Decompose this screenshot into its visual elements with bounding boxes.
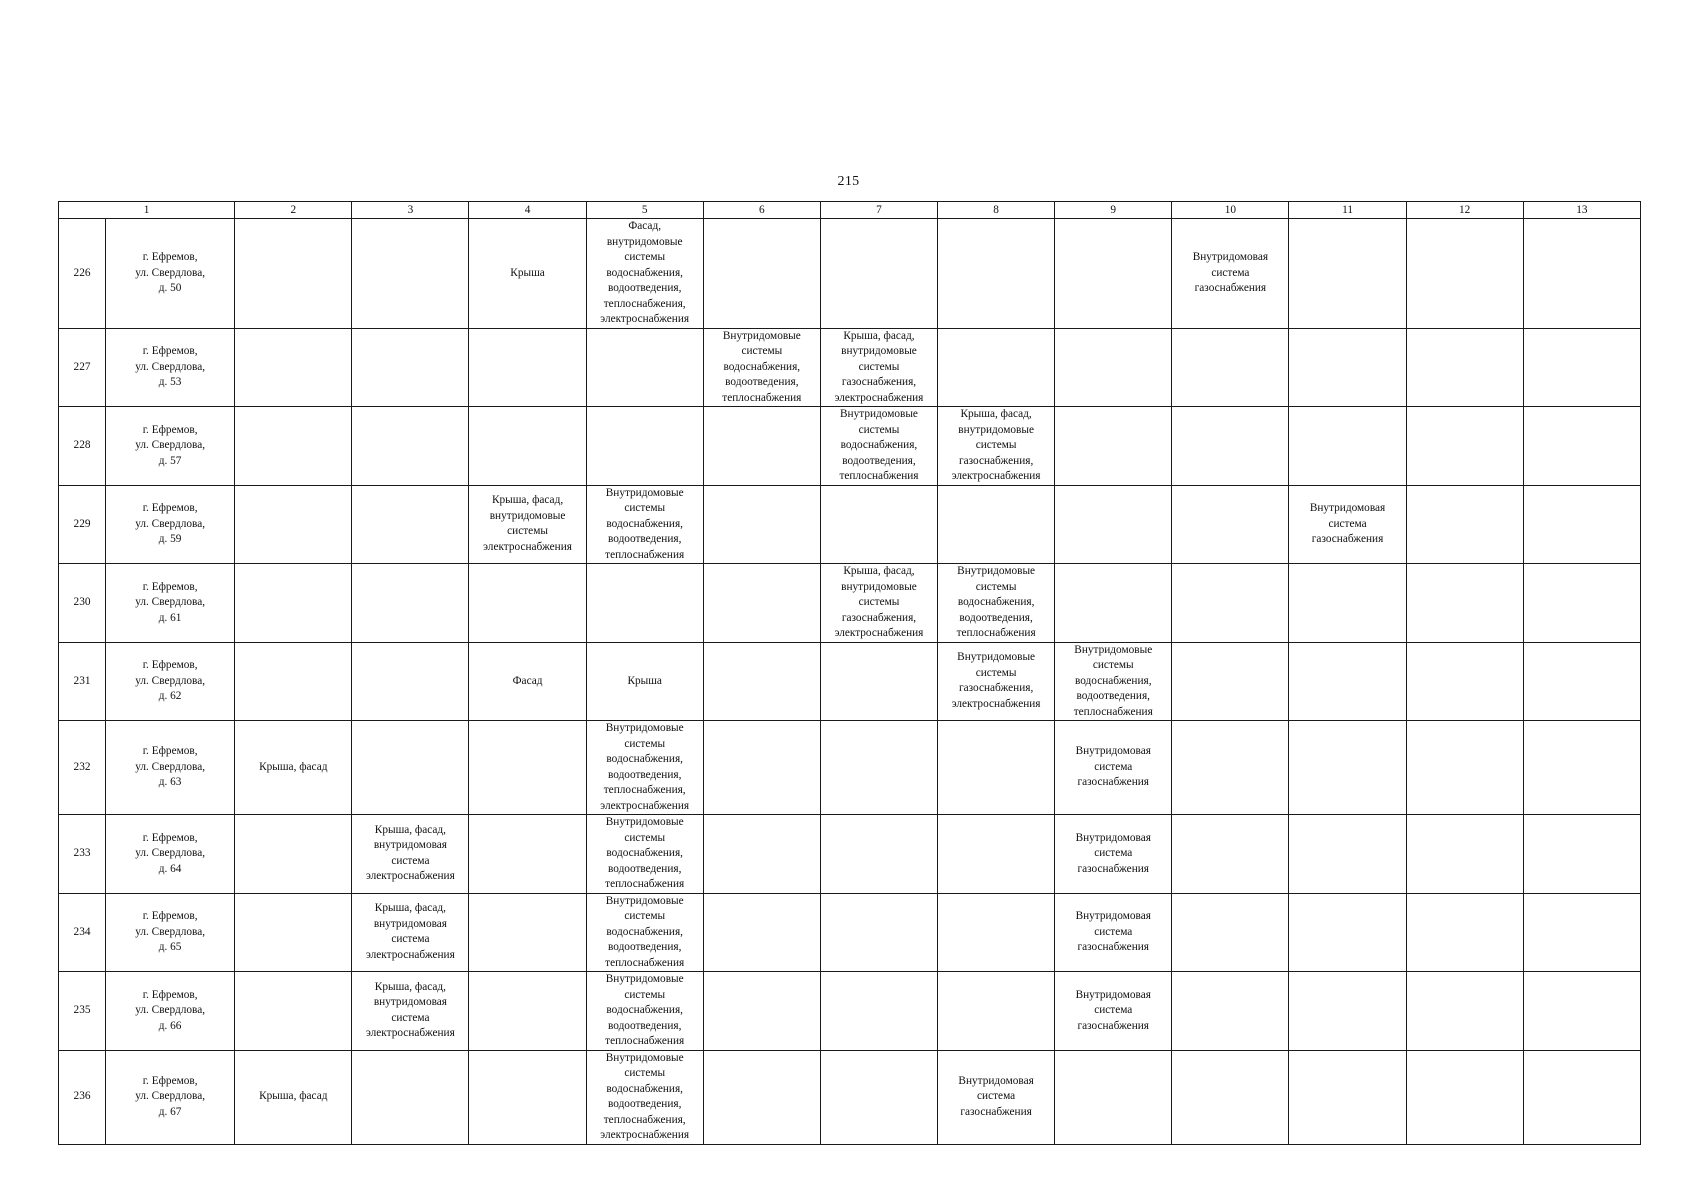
work-cell-col-4 [469, 407, 586, 486]
address-cell [106, 642, 235, 721]
repair-schedule-table [58, 201, 1641, 1145]
column-header: 5 [586, 202, 703, 219]
work-cell-col-10 [1172, 485, 1289, 564]
work-cell-col-6 [703, 972, 820, 1051]
page-number: 215 [837, 174, 860, 189]
work-cell-col-12 [1406, 219, 1523, 329]
table-row [59, 721, 1641, 815]
work-cell-col-10 [1172, 815, 1289, 894]
work-cell-col-3 [352, 721, 469, 815]
work-text: Фасад [512, 674, 543, 687]
work-cell-col-5 [586, 893, 703, 972]
work-cell-col-2 [235, 1050, 352, 1144]
work-text: Крыша, фасад, внутридомовые системы газоснабжения, электроснабжения [951, 408, 1041, 482]
work-cell-col-7 [820, 564, 937, 643]
work-cell-col-3 [352, 564, 469, 643]
address-cell [106, 328, 235, 407]
work-cell-col-10 [1172, 642, 1289, 721]
work-cell-col-7 [820, 328, 937, 407]
work-cell-col-8 [938, 564, 1055, 643]
work-cell-col-9 [1055, 485, 1172, 564]
work-text: Крыша, фасад [259, 760, 328, 773]
work-cell-col-3 [352, 485, 469, 564]
address-text: г. Ефремов, ул. Свердлова, д. 57 [135, 423, 206, 467]
work-text: Крыша [627, 674, 662, 687]
work-cell-col-6 [703, 407, 820, 486]
work-cell-col-8 [938, 721, 1055, 815]
work-text: Внутридомовая система газоснабжения [1075, 831, 1151, 875]
work-text: Крыша, фасад, внутридомовые системы газоснабжения, электроснабжения [834, 565, 924, 639]
work-text: Внутридомовая система газоснабжения [1075, 910, 1151, 953]
work-cell-col-3 [352, 972, 469, 1051]
work-cell-col-9 [1055, 564, 1172, 643]
work-cell-col-8 [938, 972, 1055, 1051]
work-cell-col-13 [1523, 972, 1640, 1051]
work-cell-col-12 [1406, 972, 1523, 1051]
column-header: 8 [938, 202, 1055, 219]
work-cell-col-7 [820, 972, 937, 1051]
work-cell-col-11 [1289, 485, 1406, 564]
work-cell-col-5 [586, 972, 703, 1051]
work-text: Внутридомовые системы водоснабжения, водоотведения, теплоснабжения, электроснабжения [600, 722, 690, 812]
work-cell-col-11 [1289, 721, 1406, 815]
row-number-cell: 230 [59, 564, 106, 643]
row-number-cell: 231 [59, 642, 106, 721]
work-cell-col-6 [703, 485, 820, 564]
column-header: 1 [59, 202, 235, 219]
column-number-row [59, 202, 1641, 219]
work-text: Внутридомовые системы водоснабжения, водоотведения, теплоснабжения [605, 894, 685, 969]
work-text: Крыша [510, 266, 545, 279]
table-row [59, 219, 1641, 329]
work-text: Внутридомовые системы водоснабжения, водоотведения, теплоснабжения [605, 816, 685, 890]
work-cell-col-12 [1406, 721, 1523, 815]
work-cell-col-6 [703, 328, 820, 407]
row-number-cell: 232 [59, 721, 106, 815]
work-cell-col-12 [1406, 642, 1523, 721]
work-text: Внутридомовые системы газоснабжения, электроснабжения [951, 651, 1041, 710]
work-cell-col-6 [703, 1050, 820, 1144]
row-number-cell: 234 [59, 893, 106, 972]
work-cell-col-3 [352, 219, 469, 329]
work-cell-col-2 [235, 642, 352, 721]
work-cell-col-5 [586, 407, 703, 486]
work-cell-col-7 [820, 1050, 937, 1144]
work-cell-col-13 [1523, 893, 1640, 972]
work-cell-col-11 [1289, 893, 1406, 972]
work-cell-col-5 [586, 564, 703, 643]
work-cell-col-4 [469, 815, 586, 894]
row-number-cell: 227 [59, 328, 106, 407]
column-header: 2 [235, 202, 352, 219]
column-header: 9 [1055, 202, 1172, 219]
work-cell-col-11 [1289, 219, 1406, 329]
work-text: Крыша, фасад, внутридомовая система электроснабжения [366, 902, 455, 961]
work-cell-col-10 [1172, 564, 1289, 643]
work-cell-col-3 [352, 642, 469, 721]
work-text: Внутридомовые системы водоснабжения, водоотведения, теплоснабжения [1073, 643, 1153, 718]
work-cell-col-2 [235, 219, 352, 329]
address-cell [106, 893, 235, 972]
work-text: Внутридомовые системы водоснабжения, водоотведения, теплоснабжения [605, 486, 685, 561]
row-number-cell: 226 [59, 219, 106, 329]
work-cell-col-12 [1406, 815, 1523, 894]
work-cell-col-8 [938, 485, 1055, 564]
work-cell-col-11 [1289, 1050, 1406, 1144]
column-header: 11 [1289, 202, 1406, 219]
work-cell-col-8 [938, 1050, 1055, 1144]
work-cell-col-5 [586, 1050, 703, 1144]
work-cell-col-12 [1406, 328, 1523, 407]
column-header: 13 [1523, 202, 1640, 219]
work-cell-col-9 [1055, 328, 1172, 407]
work-cell-col-10 [1172, 893, 1289, 972]
work-cell-col-11 [1289, 564, 1406, 643]
work-cell-col-10 [1172, 1050, 1289, 1144]
column-header: 7 [820, 202, 937, 219]
work-cell-col-2 [235, 564, 352, 643]
column-header: 3 [352, 202, 469, 219]
work-cell-col-12 [1406, 1050, 1523, 1144]
address-cell [106, 721, 235, 815]
work-text: Внутридомовые системы водоснабжения, водоотведения, теплоснабжения [605, 973, 685, 1047]
work-text: Внутридомовая система газоснабжения [1075, 745, 1151, 789]
work-cell-col-6 [703, 721, 820, 815]
work-text: Внутридомовые системы водоснабжения, водоотведения, теплоснабжения [839, 408, 919, 482]
work-cell-col-11 [1289, 407, 1406, 486]
work-cell-col-7 [820, 642, 937, 721]
work-text: Внутридомовые системы водоснабжения, водоотведения, теплоснабжения [956, 565, 1036, 639]
address-cell [106, 407, 235, 486]
column-header: 4 [469, 202, 586, 219]
column-header: 10 [1172, 202, 1289, 219]
address-text: г. Ефремов, ул. Свердлова, д. 53 [135, 345, 206, 388]
work-text: Крыша, фасад [259, 1090, 328, 1103]
work-cell-col-12 [1406, 564, 1523, 643]
work-cell-col-2 [235, 328, 352, 407]
address-text: г. Ефремов, ул. Свердлова, д. 64 [135, 831, 206, 875]
address-text: г. Ефремов, ул. Свердлова, д. 50 [135, 251, 206, 294]
table-body [59, 202, 1641, 1145]
work-text: Внутридомовая система газоснабжения [1075, 988, 1151, 1032]
row-number-cell: 236 [59, 1050, 106, 1144]
work-text: Крыша, фасад, внутридомовые системы электроснабжения [483, 494, 572, 553]
work-cell-col-6 [703, 219, 820, 329]
table-row [59, 893, 1641, 972]
work-cell-col-5 [586, 815, 703, 894]
work-cell-col-8 [938, 815, 1055, 894]
address-text: г. Ефремов, ул. Свердлова, д. 66 [135, 988, 206, 1032]
work-cell-col-7 [820, 893, 937, 972]
address-text: г. Ефремов, ул. Свердлова, д. 65 [135, 910, 206, 953]
work-cell-col-8 [938, 219, 1055, 329]
work-cell-col-2 [235, 407, 352, 486]
work-cell-col-4 [469, 564, 586, 643]
work-cell-col-6 [703, 642, 820, 721]
work-cell-col-9 [1055, 407, 1172, 486]
work-cell-col-3 [352, 815, 469, 894]
work-cell-col-11 [1289, 815, 1406, 894]
work-text: Крыша, фасад, внутридомовые системы газоснабжения, электроснабжения [834, 329, 924, 404]
work-cell-col-8 [938, 893, 1055, 972]
table-row [59, 564, 1641, 643]
table-row [59, 815, 1641, 894]
work-cell-col-10 [1172, 407, 1289, 486]
work-cell-col-12 [1406, 893, 1523, 972]
work-cell-col-5 [586, 219, 703, 329]
work-cell-col-8 [938, 642, 1055, 721]
work-cell-col-10 [1172, 972, 1289, 1051]
table-row [59, 485, 1641, 564]
work-cell-col-9 [1055, 972, 1172, 1051]
work-cell-col-10 [1172, 328, 1289, 407]
work-cell-col-11 [1289, 328, 1406, 407]
work-cell-col-7 [820, 485, 937, 564]
work-cell-col-4 [469, 893, 586, 972]
work-cell-col-11 [1289, 642, 1406, 721]
work-cell-col-7 [820, 721, 937, 815]
work-cell-col-2 [235, 815, 352, 894]
work-cell-col-4 [469, 219, 586, 329]
work-cell-col-9 [1055, 219, 1172, 329]
work-text: Крыша, фасад, внутридомовая система электроснабжения [366, 980, 455, 1040]
address-cell [106, 219, 235, 329]
address-cell [106, 485, 235, 564]
work-cell-col-5 [586, 328, 703, 407]
work-cell-col-13 [1523, 407, 1640, 486]
work-cell-col-12 [1406, 407, 1523, 486]
work-cell-col-3 [352, 328, 469, 407]
address-text: г. Ефремов, ул. Свердлова, д. 61 [135, 580, 206, 624]
work-cell-col-10 [1172, 219, 1289, 329]
work-cell-col-13 [1523, 485, 1640, 564]
work-cell-col-3 [352, 407, 469, 486]
work-cell-col-13 [1523, 219, 1640, 329]
address-text: г. Ефремов, ул. Свердлова, д. 67 [135, 1074, 206, 1118]
work-cell-col-7 [820, 407, 937, 486]
address-text: г. Ефремов, ул. Свердлова, д. 59 [135, 502, 206, 545]
address-text: г. Ефремов, ул. Свердлова, д. 63 [135, 745, 206, 789]
work-text: Внутридомовая система газоснабжения [1192, 251, 1269, 294]
work-cell-col-9 [1055, 642, 1172, 721]
work-cell-col-4 [469, 1050, 586, 1144]
work-cell-col-5 [586, 642, 703, 721]
work-text: Внутридомовые системы водоснабжения, водоотведения, теплоснабжения, электроснабжения [600, 1051, 690, 1141]
row-number-cell: 235 [59, 972, 106, 1051]
work-cell-col-6 [703, 815, 820, 894]
work-cell-col-11 [1289, 972, 1406, 1051]
work-cell-col-4 [469, 972, 586, 1051]
work-cell-col-4 [469, 328, 586, 407]
work-cell-col-8 [938, 328, 1055, 407]
work-text: Фасад, внутридомовые системы водоснабжения, водоотведения, теплоснабжения, электроснабжения [600, 220, 690, 325]
table-row [59, 972, 1641, 1051]
work-cell-col-2 [235, 721, 352, 815]
work-text: Внутридомовая система газоснабжения [1309, 502, 1386, 545]
work-cell-col-3 [352, 893, 469, 972]
work-cell-col-5 [586, 485, 703, 564]
work-cell-col-4 [469, 642, 586, 721]
row-number-cell: 228 [59, 407, 106, 486]
work-text: Внутридомовые системы водоснабжения, водоотведения, теплоснабжения [722, 329, 802, 404]
address-cell [106, 815, 235, 894]
work-cell-col-9 [1055, 815, 1172, 894]
table-row [59, 642, 1641, 721]
work-cell-col-3 [352, 1050, 469, 1144]
work-cell-col-9 [1055, 721, 1172, 815]
work-cell-col-9 [1055, 893, 1172, 972]
work-cell-col-10 [1172, 721, 1289, 815]
row-number-cell: 233 [59, 815, 106, 894]
work-cell-col-13 [1523, 1050, 1640, 1144]
work-cell-col-7 [820, 219, 937, 329]
table-row [59, 1050, 1641, 1144]
table-row [59, 407, 1641, 486]
column-header: 12 [1406, 202, 1523, 219]
work-cell-col-6 [703, 564, 820, 643]
column-header: 6 [703, 202, 820, 219]
work-cell-col-12 [1406, 485, 1523, 564]
work-cell-col-13 [1523, 564, 1640, 643]
work-cell-col-2 [235, 972, 352, 1051]
work-cell-col-2 [235, 485, 352, 564]
work-cell-col-5 [586, 721, 703, 815]
work-cell-col-8 [938, 407, 1055, 486]
work-text: Внутридомовая система газоснабжения [958, 1074, 1034, 1118]
row-number-cell: 229 [59, 485, 106, 564]
work-cell-col-2 [235, 893, 352, 972]
work-cell-col-4 [469, 485, 586, 564]
work-cell-col-4 [469, 721, 586, 815]
address-cell [106, 564, 235, 643]
work-cell-col-13 [1523, 328, 1640, 407]
work-cell-col-13 [1523, 721, 1640, 815]
work-cell-col-7 [820, 815, 937, 894]
work-text: Крыша, фасад, внутридомовая система электроснабжения [366, 823, 455, 883]
address-cell [106, 972, 235, 1051]
work-cell-col-13 [1523, 815, 1640, 894]
work-cell-col-9 [1055, 1050, 1172, 1144]
address-cell [106, 1050, 235, 1144]
work-cell-col-6 [703, 893, 820, 972]
table-row [59, 328, 1641, 407]
work-cell-col-13 [1523, 642, 1640, 721]
address-text: г. Ефремов, ул. Свердлова, д. 62 [135, 659, 206, 702]
